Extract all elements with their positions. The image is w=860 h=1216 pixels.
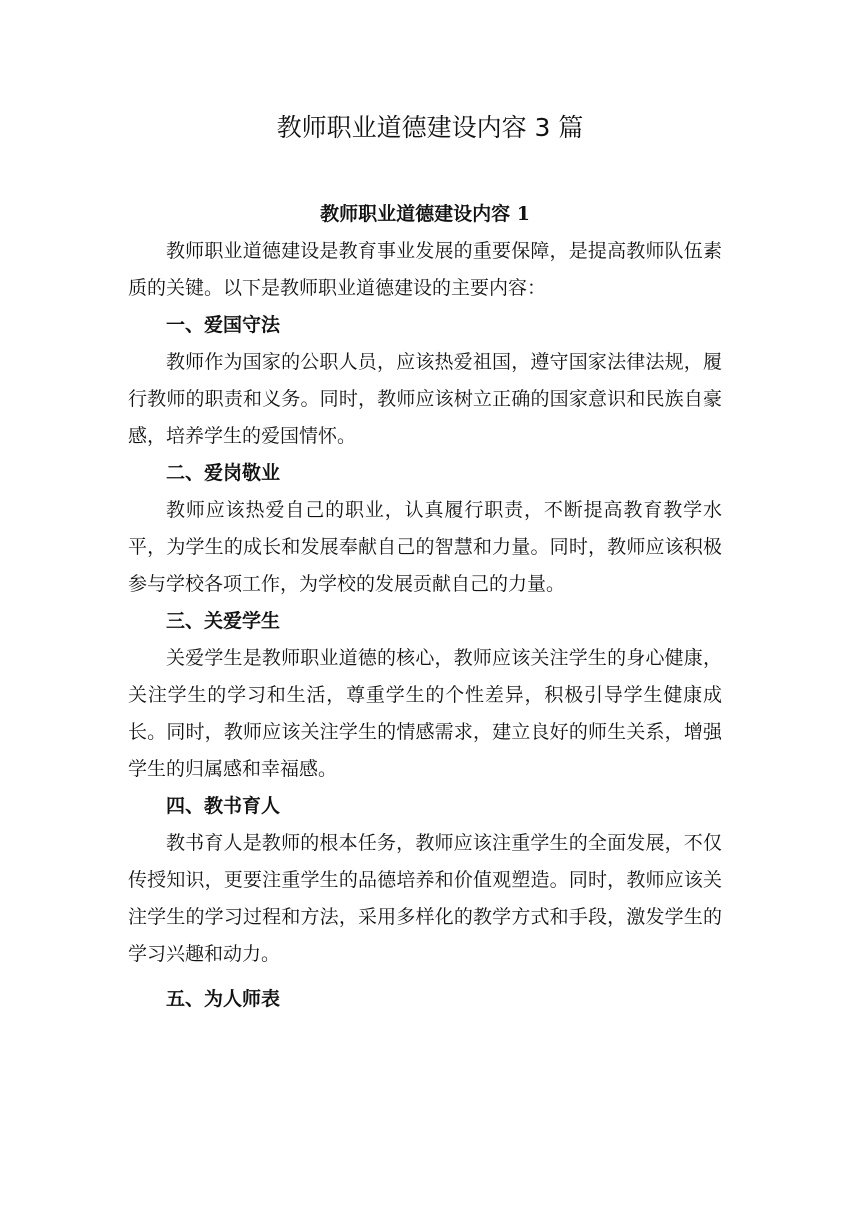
heading-patriotism: 一、爱国守法 (166, 314, 281, 336)
heading-dedication: 二、爱岗敬业 (166, 462, 281, 484)
section-title: 教师职业道德建设内容 1 (320, 203, 530, 225)
heading-teaching-and-educating: 四、教书育人 (166, 795, 281, 817)
paragraph-patriotism: 教师作为国家的公职人员，应该热爱祖国，遵守国家法律法规，履行教师的职责和义务。同时，教师应该树立正确的国家意识和民族自豪感，培养学生的爱国情怀。 (128, 351, 722, 447)
paragraph-care-for-students: 关爱学生是教师职业道德的核心，教师应该关注学生的身心健康，关注学生的学习和生活，尊重学生的个性差异，积极引导学生健康成长。同时，教师应该关注学生的情感需求，建立良好的师生关系，增强学生的归属感和幸福感。 (128, 647, 722, 780)
paragraph-dedication: 教师应该热爱自己的职业，认真履行职责，不断提高教育教学水平，为学生的成长和发展奉献自己的智慧和力量。同时，教师应该积极参与学校各项工作，为学校的发展贡献自己的力量。 (128, 499, 722, 595)
document-body (128, 196, 722, 1018)
intro-paragraph: 教师职业道德建设是教育事业发展的重要保障，是提高教师队伍素质的关键。以下是教师职业道德建设的主要内容： (128, 240, 722, 299)
paragraph-teaching-and-educating: 教书育人是教师的根本任务，教师应该注重学生的全面发展，不仅传授知识，更要注重学生的品德培养和价值观塑造。同时，教师应该关注学生的学习过程和方法，采用多样化的教学方式和手段，激发学生的学习兴趣和动力。 (128, 832, 722, 965)
document-title: 教师职业道德建设内容 3 篇 (276, 113, 584, 142)
heading-role-model: 五、为人师表 (166, 988, 281, 1010)
heading-care-for-students: 三、关爱学生 (166, 610, 281, 632)
